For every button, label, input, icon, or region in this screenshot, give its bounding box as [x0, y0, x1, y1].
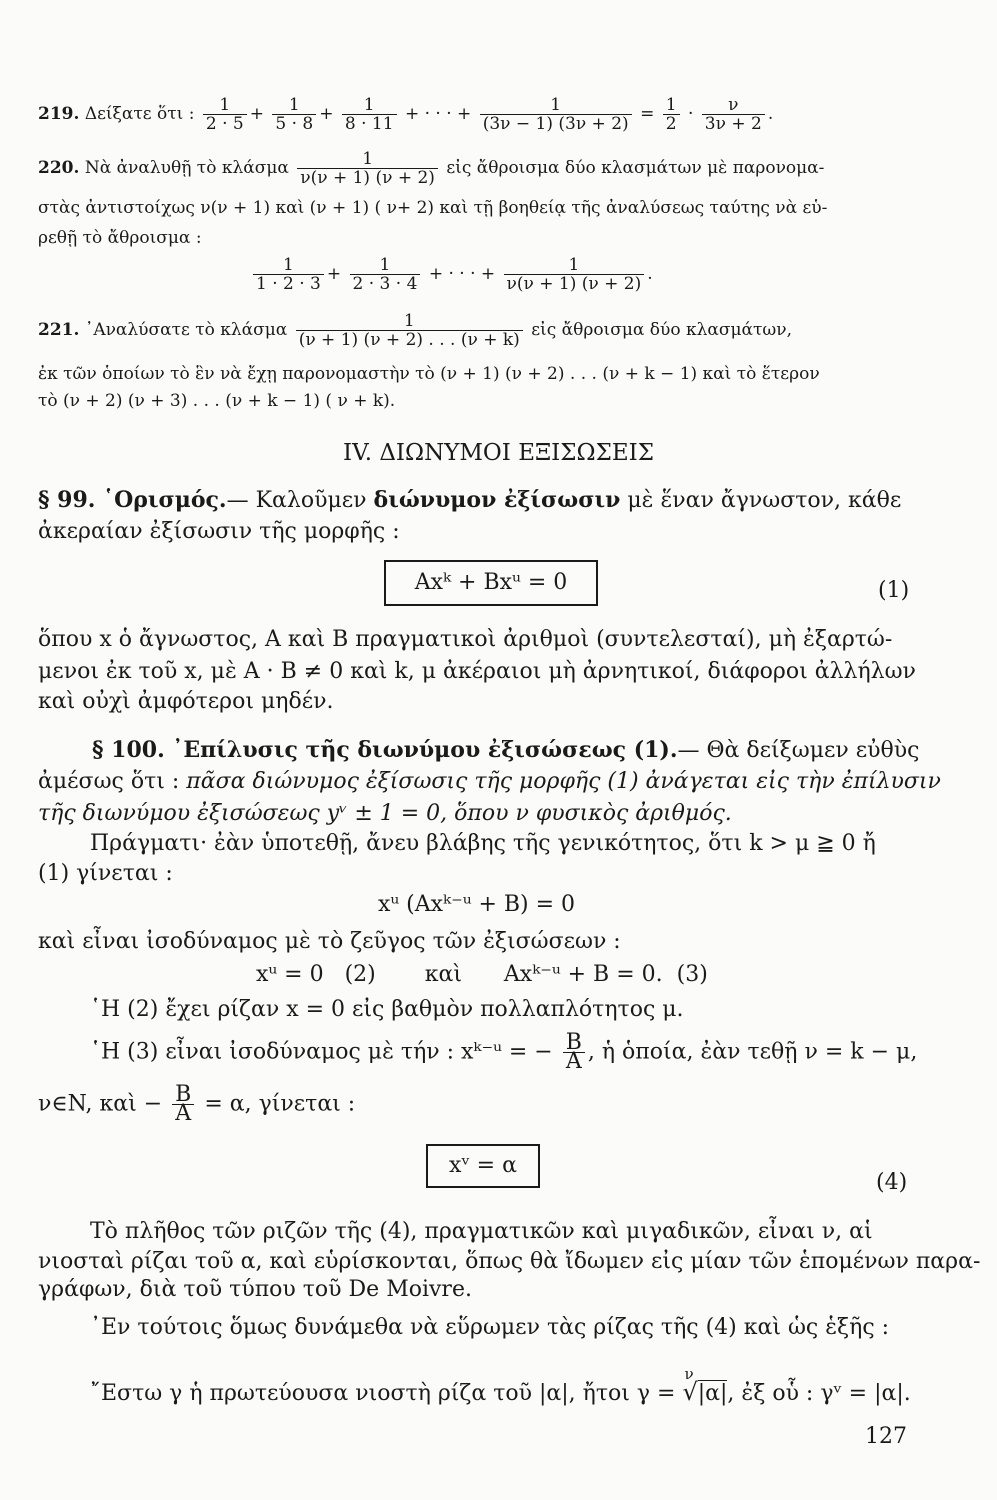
text-line: Τὸ πλῆθος τῶν ριζῶν τῆς (4), πραγματικῶν καὶ μιγαδικῶν, εἶναι ν, αἱ	[90, 1219, 873, 1244]
fraction: $\frac{1}{2}$	[663, 96, 680, 133]
text-line: ῾Η (3) εἶναι ἰσοδύναμος μὲ τήν : xᵏ⁻ᵘ = − $\frac{B}{A}$ , ἡ ὁποία, ἐὰν τεθῇ ν = k − μ,	[90, 1030, 918, 1074]
text-line: ρεθῇ τὸ ἄθροισμα :	[38, 228, 202, 248]
text-line: ν∈N, καὶ − $\frac{B}{A}$ = α, γίνεται :	[38, 1082, 356, 1126]
paragraph-100: § 100. ᾿Επίλυσις τῆς διωνύμου ἐξισώσεως (1).— Θὰ δείξωμεν εὐθὺς	[92, 737, 920, 763]
fraction: $\frac{1}{(3\nu - 1) (3\nu + 2)}$	[480, 96, 632, 133]
fraction: $\frac{1}{8 \cdot 11}$	[342, 96, 397, 133]
text-line: καὶ εἶναι ἰσοδύναμος μὲ τὸ ζεῦγος τῶν ἐξισώσεων :	[38, 929, 621, 954]
page-number: 127	[865, 1424, 907, 1449]
text-line: ῎Εστω γ ἡ πρωτεύουσα νιοστὴ ρίζα τοῦ |α|, ἤτοι γ = ν √|α|, ἐξ οὗ : γᵛ = |α|.	[90, 1365, 911, 1406]
text-line: μενοι ἐκ τοῦ x, μὲ Α · Β ≠ 0 καὶ k, μ ἀκέραιοι μὴ ἀρνητικοί, διάφοροι ἀλλήλων	[38, 659, 916, 684]
fraction: $\frac{1}{\nu(\nu + 1) (\nu + 2)}$	[297, 150, 438, 187]
text-line: ἐκ τῶν ὁποίων τὸ ἓν νὰ ἔχῃ παρονομαστὴν τὸ (ν + 1) (ν + 2) . . . (ν + k − 1) καὶ τὸ ἕτερον	[38, 364, 820, 384]
exercise-219: 219. Δείξατε ὅτι : $\frac{1}{2 \cdot 5}$ + $\frac{1}{5 \cdot 8}$ + $\frac{1}{8 \cdot 11}$ + · · · + $\frac{1}{(3\nu - 1) (3\nu + 2)}$ = $\frac{1}{2}$ · $\frac{\nu}{3\nu + 2}$ .	[38, 95, 774, 134]
fraction: $\frac{1}{(\nu + 1) (\nu + 2) . . . (\nu + k)}$	[296, 312, 523, 349]
text-line: ῾Η (2) ἔχει ρίζαν x = 0 εἰς βαθμὸν πολλαπλότητος μ.	[90, 997, 684, 1022]
text-line: γράφων, διὰ τοῦ τύπου τοῦ De Moivre.	[38, 1277, 472, 1302]
exercise-number: 221.	[38, 320, 80, 340]
equation-number: (1)	[878, 578, 910, 603]
exercise-221: 221. ᾿Αναλύσατε τὸ κλάσμα $\frac{1}{(\nu + 1) (\nu + 2) . . . (\nu + k)}$ εἰς ἄθροισμα δύο κλασμάτων,	[38, 311, 792, 350]
fraction: $\frac{\nu}{3\nu + 2}$	[702, 96, 765, 133]
text-line: τὸ (ν + 2) (ν + 3) . . . (ν + k − 1) ( ν + k).	[38, 391, 396, 411]
text-line: στὰς ἀντιστοίχως ν(ν + 1) καὶ (ν + 1) ( ν+ 2) καὶ τῇ βοηθείᾳ τῆς ἀναλύσεως ταύτης νὰ εὑ-	[38, 198, 828, 218]
fraction: $\frac{1}{2 \cdot 5}$	[203, 96, 247, 133]
exercise-number: 219.	[38, 104, 80, 124]
boxed-equation-1: Axᵏ + Bxᵘ = 0	[384, 560, 598, 606]
equation-number: (4)	[876, 1170, 908, 1195]
text-line: ἀμέσως ὅτι : πᾶσα διώνυμος ἐξίσωσις τῆς μορφῆς (1) ἀνάγεται εἰς τὴν ἐπίλυσιν	[38, 769, 941, 794]
text-line: ὅπου x ὁ ἄγνωστος, Α καὶ Β πραγματικοὶ ἀριθμοὶ (συντελεσταί), μὴ ἐξαρτώ-	[38, 627, 893, 652]
section-heading: IV. ΔΙΩΝΥΜΟΙ ΕΞΙΣΩΣΕΙΣ	[343, 440, 654, 466]
text-line: καὶ οὐχὶ ἀμφότεροι μηδέν.	[38, 689, 334, 714]
text-line: (1) γίνεται :	[38, 861, 173, 886]
equation: xᵘ (Axᵏ⁻ᵘ + B) = 0	[378, 892, 576, 917]
exercise-text: Δείξατε ὅτι :	[84, 104, 195, 124]
fraction: $\frac{1}{5 \cdot 8}$	[272, 96, 316, 133]
text-line: ᾿Εν τούτοις ὅμως δυνάμεθα νὰ εὕρωμεν τὰς ρίζας τῆς (4) καὶ ὡς ἑξῆς :	[90, 1315, 890, 1340]
equation: xᵘ = 0 (2) καὶ Axᵏ⁻ᵘ + B = 0. (3)	[256, 962, 708, 987]
exercise-number: 220.	[38, 158, 80, 178]
text-line: τῆς διωνύμου ἐξισώσεως yᵛ ± 1 = 0, ὅπου ν φυσικὸς ἀριθμός.	[38, 801, 732, 826]
boxed-equation-4: xᵛ = α	[426, 1144, 540, 1188]
text-line: Πράγματι· ἐὰν ὑποτεθῇ, ἄνευ βλάβης τῆς γενικότητος, ὅτι k > μ ≧ 0 ἤ	[90, 831, 876, 856]
exercise-220: 220. Νὰ ἀναλυθῇ τὸ κλάσμα $\frac{1}{\nu(\nu + 1) (\nu + 2)}$ εἰς ἄθροισμα δύο κλασμάτων μὲ παρονομα-	[38, 149, 825, 188]
text-line: νιοσταὶ ρίζαι τοῦ α, καὶ εὑρίσκονται, ὅπως θὰ ἴδωμεν εἰς μίαν τῶν ἑπομένων παρα-	[38, 1249, 981, 1274]
sum-formula: $\frac{1}{1 \cdot 2 \cdot 3}$ + $\frac{1}{2 \cdot 3 \cdot 4}$ + · · · + $\frac{1}{\nu(\nu + 1) (\nu + 2)}$ .	[250, 256, 917, 293]
paragraph-99: § 99. ῾Ορισμός.— Καλοῦμεν διώνυμον ἐξίσωσιν μὲ ἕναν ἄγνωστον, κάθε	[38, 487, 902, 513]
text-line: ἀκεραίαν ἐξίσωσιν τῆς μορφῆς :	[38, 519, 400, 544]
